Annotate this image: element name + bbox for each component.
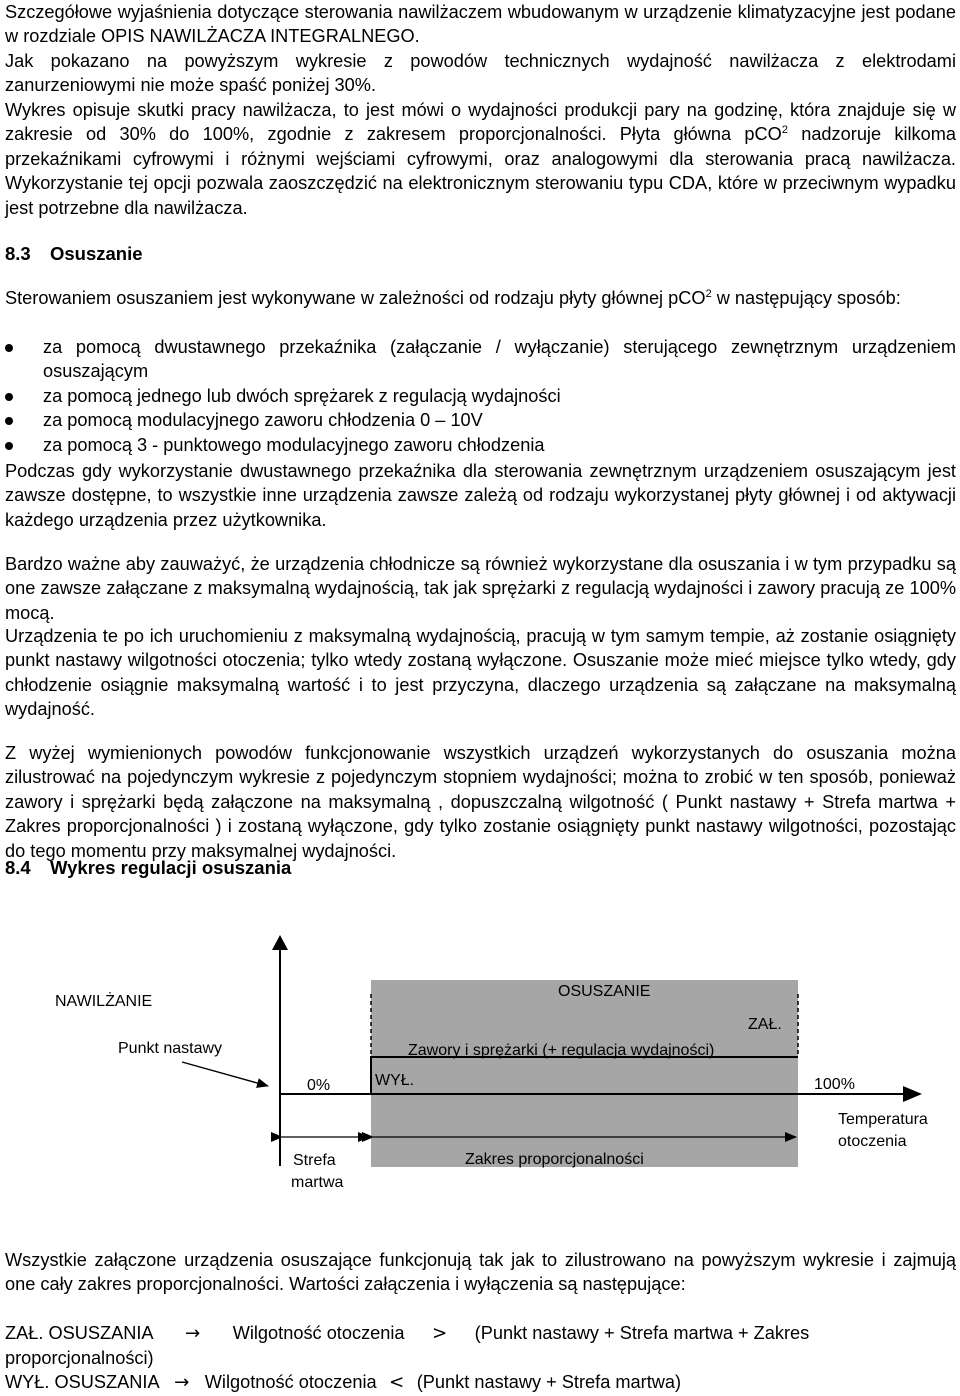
paragraph-text: Podczas gdy wykorzystanie dwustawnego przekaźnika dla sterowania zewnętrznym urządzeniem osuszającym jest zawsze dostępne, to wszystkie inne urządzenia zawsze zależą od rodzaju wykorzystanej płyty głównej i od aktywacji każdego urządzenia przez użytkownika.: [5, 461, 956, 530]
list-item: [5, 433, 956, 457]
lead-text-b: w następujący sposób:: [711, 288, 901, 308]
paragraph-important: [5, 552, 956, 625]
off-condition: [5, 1370, 956, 1395]
superscript: 2: [705, 288, 712, 300]
on-condition-expression: (Punkt nastawy + Strefa martwa + Zakres proporcjonalności): [5, 1323, 810, 1369]
setpoint-pointer: [182, 1062, 268, 1086]
setpoint-label: Punkt nastawy: [118, 1040, 223, 1057]
section-8-3-lead: [5, 286, 956, 310]
lead-text-a: Sterowaniem osuszaniem jest wykonywane w zależności od rodzaju płyty głównej pCO: [5, 288, 706, 308]
paragraph-outro: [5, 1248, 956, 1297]
intro-text-3b: nadzoruje kilkoma przekaźnikami cyfrowymi i różnymi wejściami cyfrowymi, oraz analogowymi dla sterowania pracą nawilżacza. Wykorzystanie tej opcji pozwala zaoszczędzić na elektronicznym sterowaniu typu CDA, które w przeciwnym wypadku jest potrzebne dla nawilżacza.: [5, 124, 957, 218]
arrow-right-icon: →: [174, 1372, 190, 1393]
paragraph-summary: [5, 741, 956, 863]
paragraph-text: Bardzo ważne aby zauważyć, że urządzenia chłodnicze są również wykorzystane dla osuszania i w tym przypadku są one zawsze załączane z maksymalną wydajnością, tak jak sprężarki z regulacją wydajności i zawory pracują ze 100% mocą.: [5, 554, 956, 623]
off-condition-expression: (Punkt nastawy + Strefa martwa): [416, 1372, 682, 1392]
list-item: [5, 335, 956, 384]
intro-text-3a: Wykres opisuje skutki pracy nawilżacza, to jest mówi o wydajności produkcji pary na godzinę, która znajduje się w zakresie od 30% do 100%, zgodnie z zakresem proporcjonalności. Płyta główna pCO: [5, 100, 956, 145]
on-condition: [5, 1321, 956, 1371]
intro-paragraph-3: [5, 98, 956, 220]
zal-label: ZAŁ.: [748, 1016, 782, 1033]
list-item: [5, 408, 956, 432]
proportional-range-label: Zakres proporcjonalności: [465, 1151, 644, 1168]
section-heading-8-4: [5, 856, 291, 880]
nawilzanie-label: NAWILŻANIE: [55, 993, 153, 1010]
list-item: [5, 384, 956, 408]
list-item-text: za pomocą modulacyjnego zaworu chłodzenia 0 – 10V: [43, 410, 483, 431]
list-item-text: za pomocą 3 - punktowego modulacyjnego zaworu chłodzenia: [43, 434, 545, 455]
zero-percent-label: 0%: [307, 1077, 331, 1094]
osuszanie-label: OSUSZANIE: [558, 983, 651, 1000]
intro-text-1: Szczegółowe wyjaśnienia dotyczące sterowania nawilżaczem wbudowanym w urządzenie klimatyzacyjne jest podane w rozdziale OPIS NAWILŻACZA INTEGRALNEGO.: [5, 2, 956, 47]
vertical-axis-arrow-icon: [272, 935, 288, 950]
paragraph-devices: [5, 624, 956, 722]
paragraph-text: Wszystkie załączone urządzenia osuszające funkcjonują tak jak to zilustrowano na powyższym wykresie i zajmują one cały zakres proporcjonalności. Wartości załączenia i wyłączenia są następujące:: [5, 1250, 956, 1295]
bullet-icon: [5, 393, 13, 401]
dead-zone-label-line2: martwa: [291, 1174, 344, 1191]
list-item-text: za pomocą dwustawnego przekaźnika (załączanie / wyłączanie) sterującego zewnętrznym urządzeniem osuszającym: [43, 337, 956, 382]
section-heading-8-3: [5, 242, 143, 266]
intro-text-2: Jak pokazano na powyższym wykresie z powodów technicznych wydajność nawilżacza z elektrodami zanurzeniowymi nie może spaść poniżej 30%.: [5, 51, 956, 96]
temperature-label-line2: otoczenia: [838, 1133, 907, 1150]
dead-zone-label-line1: Strefa: [293, 1152, 336, 1169]
on-condition-variable: Wilgotność otoczenia: [232, 1323, 405, 1343]
horizontal-axis-arrow-icon: [903, 1086, 922, 1102]
bullet-icon: [5, 344, 13, 352]
less-than-icon: <: [389, 1372, 405, 1393]
bullet-icon: [5, 442, 13, 450]
intro-paragraph-1: [5, 0, 956, 49]
section-title: Osuszanie: [50, 243, 143, 264]
hundred-percent-label: 100%: [814, 1076, 855, 1093]
off-condition-variable: Wilgotność otoczenia: [204, 1372, 377, 1392]
on-condition-label: ZAŁ. OSUSZANIA: [5, 1323, 153, 1343]
superscript: 2: [781, 124, 788, 137]
dehumidification-control-diagram: [0, 928, 960, 1208]
greater-than-icon: >: [431, 1323, 448, 1344]
section-number: 8.3: [5, 243, 31, 264]
method-list: [5, 335, 956, 457]
devices-label: Zawory i sprężarki (+ regulacja wydajności): [408, 1042, 715, 1059]
bullet-icon: [5, 417, 13, 425]
regulation-range-box: [371, 980, 798, 1167]
off-condition-label: WYŁ. OSUSZANIA: [5, 1372, 159, 1392]
paragraph-text: Z wyżej wymienionych powodów funkcjonowanie wszystkich urządzeń wykorzystanych do osuszania można zilustrować na pojedynczym wykresie z pojedynczym stopniem wydajności; można to zrobić w ten sposób, ponieważ zawory i sprężarki będą załączone na maksymalną , dopuszczalną wilgotność ( Punkt nastawy + Strefa martwa + Zakres proporcjonalności ) i zostaną wyłączone, gdy tylko zostanie osiągnięty punkt nastawy wilgotności, pozostając do tego momentu przy maksymalnej wydajności.: [5, 743, 956, 861]
temperature-label-line1: Temperatura: [838, 1111, 928, 1128]
section-title: Wykres regulacji osuszania: [50, 857, 292, 878]
paragraph-relay: [5, 459, 956, 532]
section-number: 8.4: [5, 857, 31, 878]
wyl-label: WYŁ.: [375, 1072, 415, 1089]
intro-paragraph-2: [5, 49, 956, 98]
paragraph-text: Urządzenia te po ich uruchomieniu z maksymalną wydajnością, pracują w tym samym tempie, aż zostanie osiągnięty punkt nastawy wilgotności otoczenia; tylko wtedy zostaną wyłączone. Osuszanie może mieć miejsce tylko wtedy, gdy chłodzenie osiągnie maksymalną wartość i to jest przyczyna, dlaczego urządzenia są załączane na maksymalną wydajność.: [5, 626, 956, 720]
arrow-right-icon: →: [185, 1323, 201, 1344]
list-item-text: za pomocą jednego lub dwóch sprężarek z regulacją wydajności: [43, 385, 561, 406]
